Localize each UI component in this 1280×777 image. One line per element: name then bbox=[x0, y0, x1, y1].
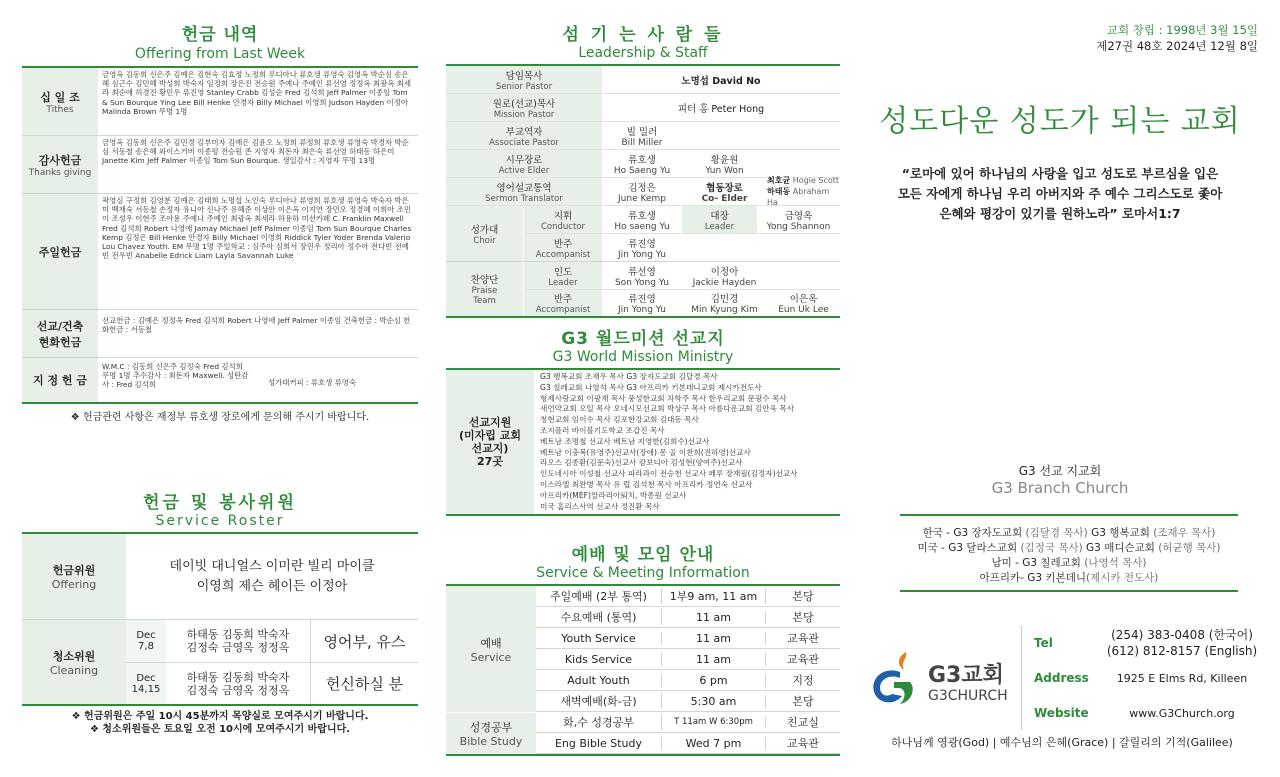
logo-text-ko: G3교회 bbox=[928, 663, 1004, 688]
leader-name-en: Jackie Hayden bbox=[692, 277, 757, 288]
leader-row-assoc bbox=[446, 122, 840, 150]
service-row bbox=[536, 586, 840, 607]
mission-line: 청현교회 임이수 목사 김포한강교회 김대동 목사 bbox=[540, 415, 699, 425]
mission-list bbox=[534, 370, 840, 514]
g3-logo-icon bbox=[866, 648, 918, 708]
service-name: 화,수 성경공부 bbox=[536, 714, 662, 730]
verse-line: 은혜와 평강이 있기를 원하노라” bbox=[939, 206, 1118, 221]
roster-offering-label: 헌금위원 bbox=[52, 564, 96, 577]
leader-label: 반주 bbox=[553, 294, 573, 305]
cleaning-week bbox=[126, 620, 418, 663]
tel-korean: (254) 383-0408 (한국어) bbox=[1111, 628, 1253, 642]
cleaning-date: Dec 14,15 bbox=[126, 663, 166, 704]
leader-label-en: Associate Pastor bbox=[489, 137, 559, 148]
cover-header bbox=[1086, 22, 1258, 54]
leader-row-elder bbox=[446, 150, 840, 178]
leader-label-en: Conductor bbox=[540, 221, 585, 232]
leader-name-en: Min Kyung Kim bbox=[691, 305, 758, 315]
branch-church: G3 행복교회 bbox=[1087, 527, 1154, 539]
branch-list bbox=[900, 514, 1238, 592]
tel-english: (612) 812-8157 (English) bbox=[1106, 644, 1258, 658]
mission-label: 선교지) bbox=[471, 442, 509, 456]
offering-note: ❖ 헌금관련 사항은 재정부 류호생 장로에게 문의해 주시기 바랍니다. bbox=[70, 412, 370, 423]
row-label: 주일헌금 bbox=[38, 245, 82, 259]
founded-date: 교회 창립 : 1998년 3월 15일 bbox=[1106, 23, 1258, 37]
cleaning-week bbox=[126, 663, 418, 704]
service-time: T 11am W 6:30pm bbox=[662, 717, 766, 727]
mission-line: 형제사랑교회 이광재 목사 풍성한교회 차학주 목사 한우리교회 문광수 목사 bbox=[540, 393, 787, 403]
service-time: 11 am bbox=[662, 632, 766, 645]
leader-name-en: Yun Won bbox=[705, 165, 744, 176]
leader-group-choir bbox=[446, 206, 840, 262]
branch-item bbox=[900, 526, 1238, 541]
leadership-section bbox=[446, 20, 840, 318]
leader-name: 김민경 bbox=[710, 294, 739, 305]
cleaning-names: 김정숙 금영옥 정정옥 bbox=[186, 641, 290, 654]
mission-line: 아프리카(MEF)말라리아퇴치, 박종원 선교사 bbox=[540, 490, 687, 500]
row-text: 곽영심 구정희 김영분 김예은 김태희 노명섭 노인숙 루디아나 류영희 류호생 류영숙 박숙자 박은미 백재숙 서동철 손정자 유니아 신나주 유혜준 이상안 이은옥 이지연 장민오 정경혜 이희아 조민이 조성우 이현주 조아용 주예나 주예인 최광옥 최세라 하용하 미션카페 C. Franklin Maxwell Fred 김석희 Robert 나영애 Jamay Michael Jeff Palmer 이종임 Tom Sun Bourque Charles Kemp 김정은 Bill Henke 안경자 Billy Michael 이영희 Riddick Tyler Yoder Brenda Valerio Lou Chavez Youth. EM 무명 1명 주일학교 : 심주아 심희서 장민우 정리아 정수아 전다빈 전예빈 전우빈 Anabelle Edrick Liam Layla Savannah Luke bbox=[102, 196, 412, 261]
leader-label: 협동장로 bbox=[706, 182, 743, 194]
service-place: 친교실 bbox=[787, 716, 819, 729]
leader-name: 류선영 bbox=[628, 266, 656, 278]
offering-section bbox=[22, 20, 418, 423]
leader-name: 류호생 bbox=[628, 210, 656, 222]
mission-line: G3 행복교회 조재우 목사 G3 장자도교회 김달경 목사 bbox=[540, 372, 718, 381]
verse-line: 모든 자에게 하나님 우리 아버지와 주 예수 그리스도로 좇아 bbox=[897, 186, 1223, 201]
leader-label: 인도 bbox=[553, 266, 573, 278]
service-name: Kids Service bbox=[536, 653, 662, 666]
leader-label-en: Accompanist bbox=[535, 249, 591, 260]
service-name: 주일예배 (2부 통역) bbox=[536, 588, 662, 604]
mission-line: 베트남 이충복(유영주)선교사(장애) 몽 골 이찬희(진하영)선교사 bbox=[540, 447, 751, 457]
service-place: 교육관 bbox=[787, 632, 819, 645]
leader-label-en: Mission Pastor bbox=[493, 109, 555, 120]
row-label: 감사헌금 bbox=[38, 153, 82, 167]
service-row bbox=[536, 712, 840, 733]
mission-label: (미자립 교회 bbox=[459, 429, 521, 443]
mission-title-en: G3 World Mission Ministry bbox=[552, 349, 734, 365]
church-motto: 성도다운 성도가 되는 교회 bbox=[879, 104, 1241, 139]
service-row bbox=[536, 670, 840, 691]
leader-name: 류호생 bbox=[628, 154, 656, 166]
branch-title-en: G3 Branch Church bbox=[991, 479, 1129, 497]
service-name: Adult Youth bbox=[536, 674, 662, 687]
roster-offering-row bbox=[22, 534, 418, 620]
mission-table bbox=[446, 370, 840, 516]
leader-name-en: Son Yong Yu bbox=[614, 277, 670, 288]
row-label-en: Tithes bbox=[46, 104, 74, 115]
issue-info: 제27권 48호 2024년 12월 8일 bbox=[1096, 39, 1258, 53]
service-name: Youth Service bbox=[536, 632, 662, 645]
offering-row-mission bbox=[22, 310, 418, 358]
leader-name: 금영옥 bbox=[784, 210, 813, 222]
service-label-en: Service bbox=[470, 650, 512, 664]
service-time: 1부9 am, 11 am bbox=[662, 588, 766, 604]
service-label: 성경공부 bbox=[469, 721, 513, 734]
service-place: 교육관 bbox=[787, 737, 819, 750]
roster-cleaning-row bbox=[22, 620, 418, 706]
leader-name: 최호균 bbox=[767, 176, 791, 185]
leader-name-en: Eun Uk Lee bbox=[778, 305, 829, 315]
leader-name-en: June Kemp bbox=[618, 193, 666, 204]
bible-verse bbox=[870, 164, 1250, 224]
leader-label-en: Choir bbox=[473, 235, 496, 246]
row-label-2: 현화헌금 bbox=[38, 335, 82, 349]
leader-name: 이정아 bbox=[710, 266, 739, 278]
service-row bbox=[536, 733, 840, 754]
branch-title-ko: G3 선교 지교회 bbox=[1018, 464, 1102, 478]
leader-row-senior bbox=[446, 66, 840, 94]
service-time: 6 pm bbox=[662, 674, 766, 687]
leader-name: 류진영 bbox=[628, 238, 656, 250]
cleaning-names: 하태동 김동희 박숙자 bbox=[186, 628, 290, 641]
branch-pastor: (김정국 목사) bbox=[1020, 542, 1083, 554]
branch-church: 아프리카- G3 키본데니 bbox=[979, 572, 1087, 584]
branch-item bbox=[900, 571, 1238, 586]
leader-label-en: Accompanist bbox=[535, 305, 591, 315]
mission-line: 새언약교회 오일 목사 오네시모선교회 박상구 목사 아름다운교회 김안욱 목사 bbox=[540, 404, 795, 414]
leader-name: 황윤원 bbox=[710, 154, 739, 166]
leader-name-en: Jin Yong Yu bbox=[618, 249, 666, 260]
roster-note: ❖ 헌금위원은 주일 10시 45분까지 목양실로 모여주시기 바랍니다. bbox=[71, 711, 369, 722]
leader-label-en: Team bbox=[473, 296, 496, 306]
leader-label-en: Praise bbox=[471, 286, 498, 296]
branch-pastor: (김달경 목사) bbox=[1025, 527, 1088, 539]
service-place: 교육관 bbox=[787, 653, 819, 666]
cleaning-names: 하태동 김동희 박숙자 bbox=[186, 670, 290, 684]
leader-label: 반주 bbox=[553, 238, 573, 250]
logo-text-en: G3CHURCH bbox=[928, 688, 1008, 704]
leader-label: 부교역자 bbox=[505, 126, 543, 138]
roster-title-ko: 헌금 및 봉사위원 bbox=[143, 493, 297, 513]
leader-name: 이은옥 bbox=[789, 294, 818, 305]
leader-name: 하태동 bbox=[767, 187, 791, 196]
service-table bbox=[446, 586, 840, 756]
service-place: 지정 bbox=[792, 674, 814, 687]
website-link[interactable]: www.G3Church.org bbox=[1129, 706, 1235, 720]
mission-line: 베트남 조명철 선교사 베트남 지영한(김희수)선교사 bbox=[540, 436, 710, 446]
service-time: 5:30 am bbox=[662, 695, 766, 708]
leader-name-en: Abraham Ha bbox=[767, 187, 830, 207]
leader-name: 빌 밀러 bbox=[626, 126, 658, 138]
row-text: 선교헌금 : 김예은 정정옥 Fred 김석희 Robert 나영애 Jeff Palmer 이종임 건축헌금 : 박순심 헌화헌금 : 서동철 bbox=[102, 316, 411, 335]
branch-pastor: (조재우 목사) bbox=[1153, 527, 1216, 539]
roster-cleaning-label-en: Cleaning bbox=[49, 663, 99, 677]
roster-title-en: Service Roster bbox=[155, 513, 285, 529]
footer-slogan: 하나님께 영광(God) | 예수님의 은혜(Grace) | 갈릴리의 기적(Galilee) bbox=[891, 736, 1233, 749]
offering-row-designated bbox=[22, 358, 418, 404]
service-row bbox=[536, 628, 840, 649]
leader-name: 김정은 bbox=[628, 182, 656, 194]
verse-reference: 로마서1:7 bbox=[1121, 206, 1181, 221]
service-place: 본당 bbox=[792, 695, 814, 708]
branch-church: 한국 - G3 장자도교회 bbox=[922, 527, 1026, 539]
address-value: 1925 E Elms Rd, Killeen bbox=[1116, 671, 1248, 685]
cleaning-names: 김정숙 금영옥 정정옥 bbox=[186, 683, 290, 697]
roster-note: ❖ 청소위원들은 토요일 오전 10시에 모여주시기 바랍니다. bbox=[89, 724, 351, 735]
branch-item bbox=[900, 556, 1238, 571]
branch-church: 남미 - G3 칠레교회 bbox=[991, 557, 1085, 569]
service-section bbox=[446, 540, 840, 756]
mission-section bbox=[446, 324, 840, 516]
roster-offering-names: 데이빗 대니얼스 이미란 빌리 마이클 bbox=[169, 558, 375, 574]
leader-label: 지휘 bbox=[553, 210, 573, 222]
leader-name-en: Ho Saeng Yu bbox=[613, 165, 671, 176]
cleaning-group: 헌신하실 분 bbox=[310, 663, 418, 704]
service-title-ko: 예배 및 모임 안내 bbox=[571, 545, 715, 565]
leader-label-en: Active Elder bbox=[498, 165, 550, 176]
leader-name-en: Jin Yong Yu bbox=[618, 305, 666, 315]
leader-label: 찬양단 bbox=[470, 275, 499, 286]
leader-name-en: Bill Miller bbox=[621, 137, 663, 148]
row-label-en: Thanks giving bbox=[28, 167, 92, 178]
service-row bbox=[536, 607, 840, 628]
leader-name-en: Yong Shannon bbox=[766, 221, 831, 232]
row-text-extra: 성가대커피 : 류호생 류영숙 bbox=[268, 378, 357, 387]
service-time: Wed 7 pm bbox=[662, 737, 766, 750]
leader-label-en: Leader bbox=[704, 221, 735, 232]
leader-label-en: Senior Pastor bbox=[495, 81, 553, 92]
row-text: 금영옥 김동희 신은주 김민경 김부미자 김예은 김윤오 노정희 류정희 류호생 류영숙 박경자 박순심 서동철 송은혜 와이스거버 이종평 전승원 존 지영자 최돈자 최은숙 류선영 허태동 하은미 Janette Kim Jeff Palmer 이종임 Tom Sun Bourque. 생일감사 : 지영자 무명 13명 bbox=[102, 138, 409, 166]
service-time: 11 am bbox=[662, 653, 766, 666]
offering-row-thanks bbox=[22, 136, 418, 194]
leader-label: 담임목사 bbox=[505, 70, 543, 82]
leader-row-translator bbox=[446, 178, 840, 206]
roster-offering-label-en: Offering bbox=[51, 578, 97, 591]
leadership-title-en: Leadership & Staff bbox=[578, 45, 708, 61]
row-label: 선교/건축 bbox=[36, 319, 84, 333]
roster-section bbox=[22, 488, 418, 736]
leader-label-en: Leader bbox=[548, 277, 578, 288]
service-name: Eng Bible Study bbox=[536, 737, 662, 750]
service-row bbox=[536, 691, 840, 712]
branch-item bbox=[900, 541, 1238, 556]
mission-line: G3 칠레교회 나영석 목사 G3 아프리카 키본데니교회 제시카전도사 bbox=[540, 382, 762, 392]
leadership-title-ko: 섬 기 는 사 람 들 bbox=[562, 25, 724, 45]
leader-label: 시무장로 bbox=[505, 154, 543, 166]
offering-row-tithes bbox=[22, 68, 418, 136]
roster-cleaning-label: 청소위원 bbox=[52, 649, 96, 663]
branch-pastor: (허균행 목사) bbox=[1158, 542, 1221, 554]
service-rows bbox=[536, 586, 840, 754]
service-name: 새벽예배(화-금) bbox=[536, 693, 662, 709]
website-label: Website bbox=[1034, 706, 1089, 720]
service-time: 11 am bbox=[662, 611, 766, 624]
offering-row-sunday bbox=[22, 194, 418, 310]
mission-title-ko: G3 월드미션 선교지 bbox=[561, 329, 725, 349]
contact-info bbox=[1034, 626, 1264, 730]
service-place: 본당 bbox=[792, 590, 814, 603]
row-label: 십 일 조 bbox=[40, 90, 80, 104]
leader-name: 피터 홍 Peter Hong bbox=[677, 103, 765, 115]
cleaning-date: Dec 7,8 bbox=[126, 620, 166, 662]
mission-label: 27곳 bbox=[477, 455, 503, 469]
verse-line: “로마에 있어 하나님의 사랑을 입고 성도로 부르심을 입은 bbox=[901, 166, 1219, 181]
cleaning-group: 영어부, 유스 bbox=[310, 620, 418, 662]
mission-line: 인도네시아 이성철 선교사 파라과이 전승천 선교사 페루 장재필(김정자)선교사 bbox=[540, 469, 798, 479]
leader-name: 류진영 bbox=[628, 294, 656, 305]
branch-church: G3 매디슨교회 bbox=[1082, 542, 1159, 554]
leader-label: 성가대 bbox=[470, 224, 499, 236]
service-row bbox=[536, 649, 840, 670]
mission-label: 선교지원 bbox=[468, 416, 512, 430]
service-label-en: Bible Study bbox=[459, 735, 523, 748]
leader-group-praise bbox=[446, 262, 840, 318]
leader-label-en: Sermon Translator bbox=[485, 193, 563, 204]
service-label: 예배 bbox=[480, 636, 502, 650]
mission-line: 조지플러 바이블기도학교 조갑진 목사 bbox=[540, 425, 665, 435]
mission-line: 라오스 김종환(김문숙)선교사 캄보디아 김성현(양여주)선교사 bbox=[540, 458, 743, 468]
mission-line: 이스라엘 최완병 목사 유 럽 김석천 목사 아프리카 정연숙 선교사 bbox=[540, 479, 753, 489]
branch-heading bbox=[870, 462, 1250, 497]
branch-church: 미국 - G3 달라스교회 bbox=[917, 542, 1021, 554]
service-title-en: Service & Meeting Information bbox=[536, 565, 750, 581]
address-label: Address bbox=[1034, 671, 1089, 685]
leader-name-en: Ho saeng Yu bbox=[614, 221, 670, 232]
mission-line: 미국 홈리스사역 선교사 정진환 목사 bbox=[540, 501, 660, 511]
church-logo bbox=[866, 648, 1016, 712]
offering-title-en: Offering from Last Week bbox=[134, 46, 306, 62]
offering-title-ko: 헌금 내역 bbox=[181, 25, 259, 45]
row-text: 금영옥 김동희 신은주 김예은 김현숙 김효정 노정희 루디아나 류호생 류영숙 김영옥 박순심 송은혜 심근수 김민혜 박성희 박숙자 임정희 장은진 전승원 주예나 주예인 류선영 정정옥 최광옥 최세라 최순애 허경진 황민우 류진영 Stanley Crabb 김성순 Fred 김석희 Jeff Palmer 이종임 Tom & Sun Bourque Ying Lee Bill Henke 안경자 Billy Michael 이영희 Judson Hayden 이정아 Malinda Brown 무명 1명 bbox=[102, 70, 411, 116]
branch-pastor: (제시카 전도사) bbox=[1086, 572, 1159, 584]
leader-label: 영어설교통역 bbox=[496, 182, 552, 194]
leader-label: 대장 bbox=[710, 210, 729, 222]
leader-label-en: Co- Elder bbox=[701, 193, 748, 204]
leader-name: 노명섭 David No bbox=[681, 75, 761, 87]
row-label: 지 정 헌 금 bbox=[33, 374, 87, 387]
service-name: 수요예배 (통역) bbox=[536, 609, 662, 625]
leader-label: 원로(선교)목사 bbox=[492, 98, 556, 110]
roster-offering-names: 이영희 제슨 헤이든 이정아 bbox=[196, 578, 348, 594]
leader-row-mission bbox=[446, 94, 840, 122]
tel-label: Tel bbox=[1034, 636, 1053, 650]
leader-name-en: Hogie Scott bbox=[792, 176, 840, 185]
branch-pastor: (나영석 목사) bbox=[1084, 557, 1147, 569]
service-place: 본당 bbox=[792, 611, 814, 624]
row-text: W.M.C : 김동희 신은주 김정숙 Fred 김석희 무명 1명 추수감사 : 최돈자 Maxwell. 성탄감사 : Fred 김석희 bbox=[102, 362, 249, 390]
